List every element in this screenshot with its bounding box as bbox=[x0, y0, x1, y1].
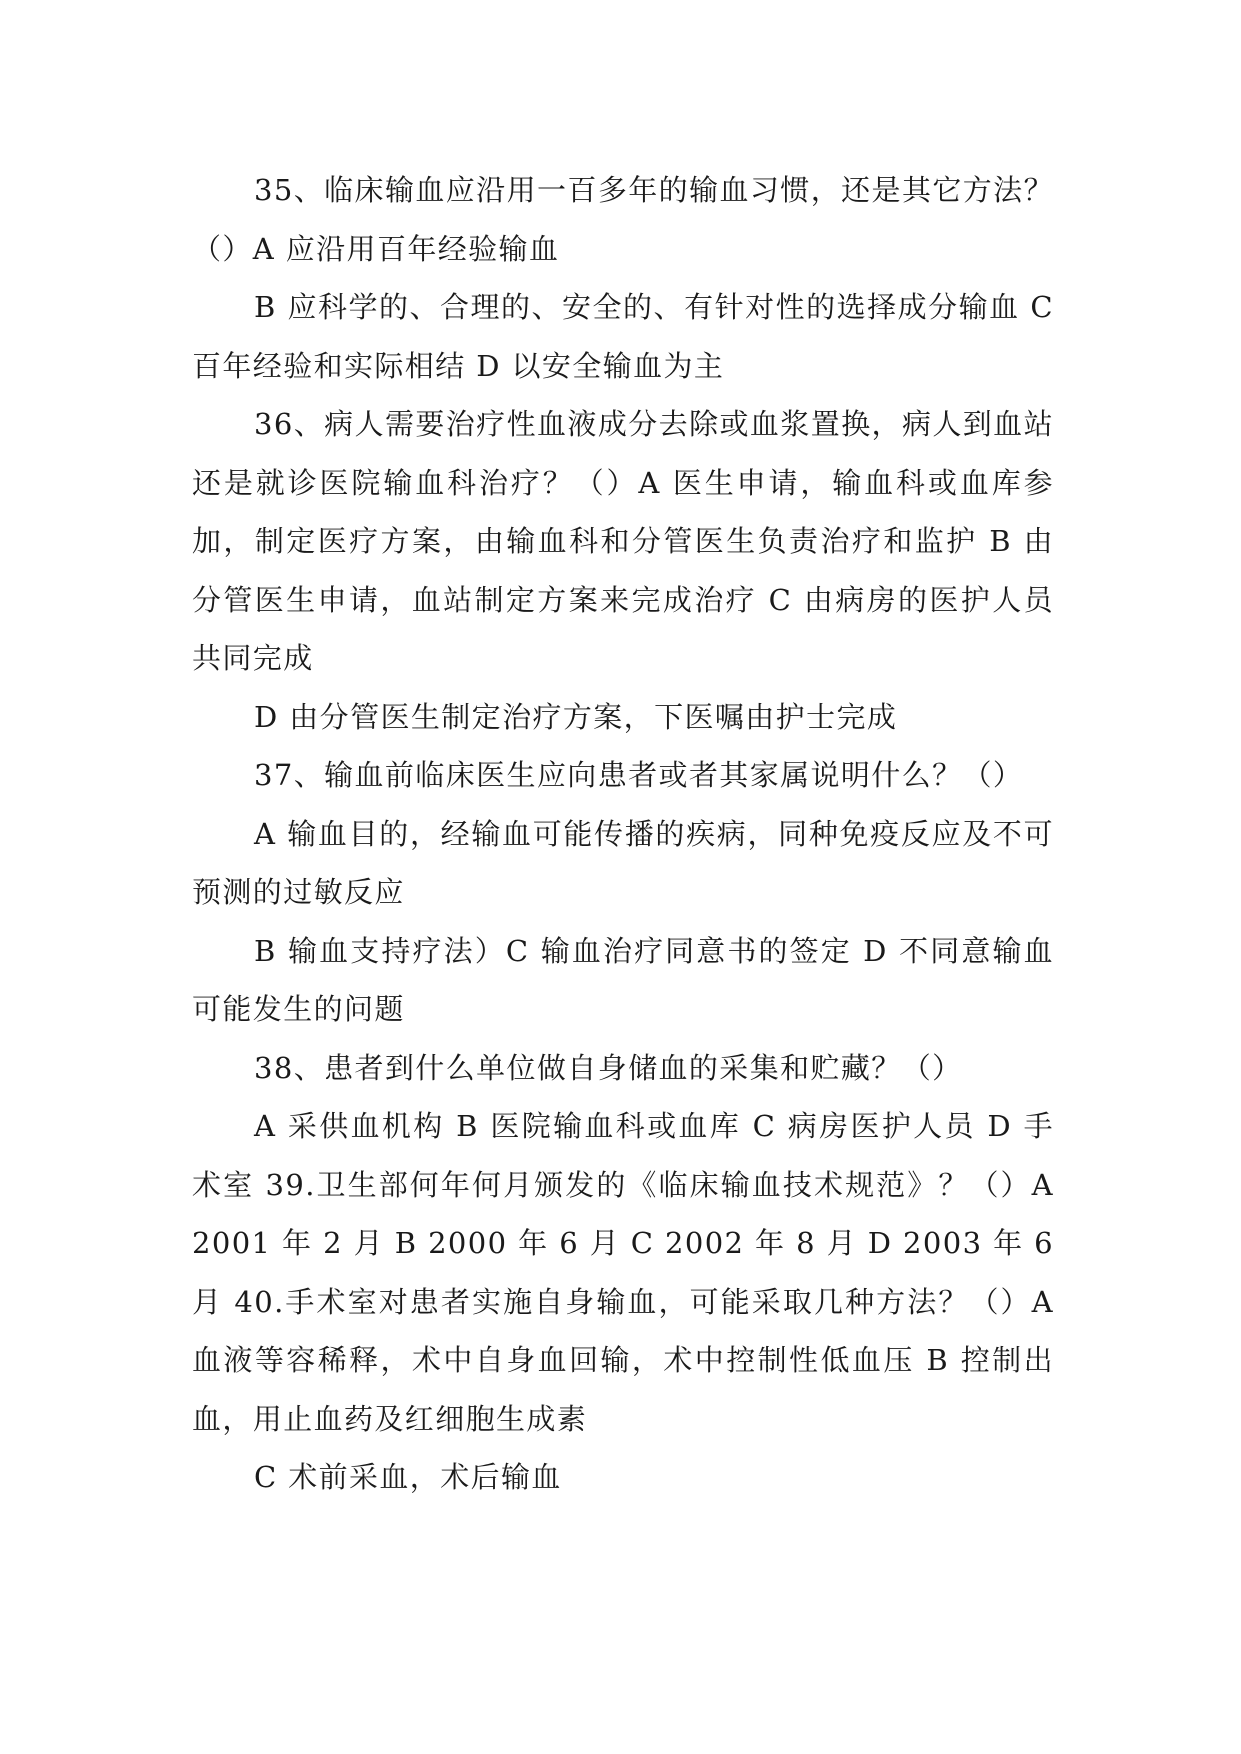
paragraph-q37-option-a: A 输血目的，经输血可能传播的疾病，同种免疫反应及不可预测的过敏反应 bbox=[192, 816, 1054, 909]
paragraph-q38-q40: A 采供血机构 B 医院输血科或血库 C 病房医护人员 D 手术室 39.卫生部何年何月颁发的《临床输血技术规范》？（）A 2001 年 2 月 B 2000 年 6 月 C 2002 年 8 月 D 2003 年 6 月 40.手术室对患者实施自身输血，可能采取几种方法？（）A 血液等容稀释，术中自身血回输，术中控制性低血压 B 控制出血，用止血药及红细胞生成素 bbox=[192, 1109, 1054, 1436]
document-body bbox=[192, 161, 1054, 1507]
paragraph-q35-options: B 应科学的、合理的、安全的、有针对性的选择成分输血 C 百年经验和实际相结 D 以安全输血为主 bbox=[192, 290, 1054, 383]
paragraph-q38: 38、患者到什么单位做自身储血的采集和贮藏？（） bbox=[254, 1050, 963, 1085]
paragraph-q37: 37、输血前临床医生应向患者或者其家属说明什么？（） bbox=[254, 758, 1024, 792]
paragraph-q37-options-bcd: B 输血支持疗法）C 输血治疗同意书的签定 D 不同意输血可能发生的问题 bbox=[192, 933, 1054, 1026]
paragraph-q35: 35、临床输血应沿用一百多年的输血习惯，还是其它方法？（）A 应沿用百年经验输血 bbox=[192, 173, 1054, 266]
paragraph-q40-option-c: C 术前采血，术后输血 bbox=[254, 1460, 562, 1494]
paragraph-q36: 36、病人需要治疗性血液成分去除或血浆置换，病人到血站还是就诊医院输血科治疗？（）A 医生申请，输血科或血库参加，制定医疗方案，由输血科和分管医生负责治疗和监护 B 由分管医生申请，血站制定方案来完成治疗 C 由病房的医护人员共同完成 bbox=[192, 407, 1054, 675]
paragraph-q36-option-d: D 由分管医生制定治疗方案，下医嘱由护士完成 bbox=[254, 699, 898, 734]
